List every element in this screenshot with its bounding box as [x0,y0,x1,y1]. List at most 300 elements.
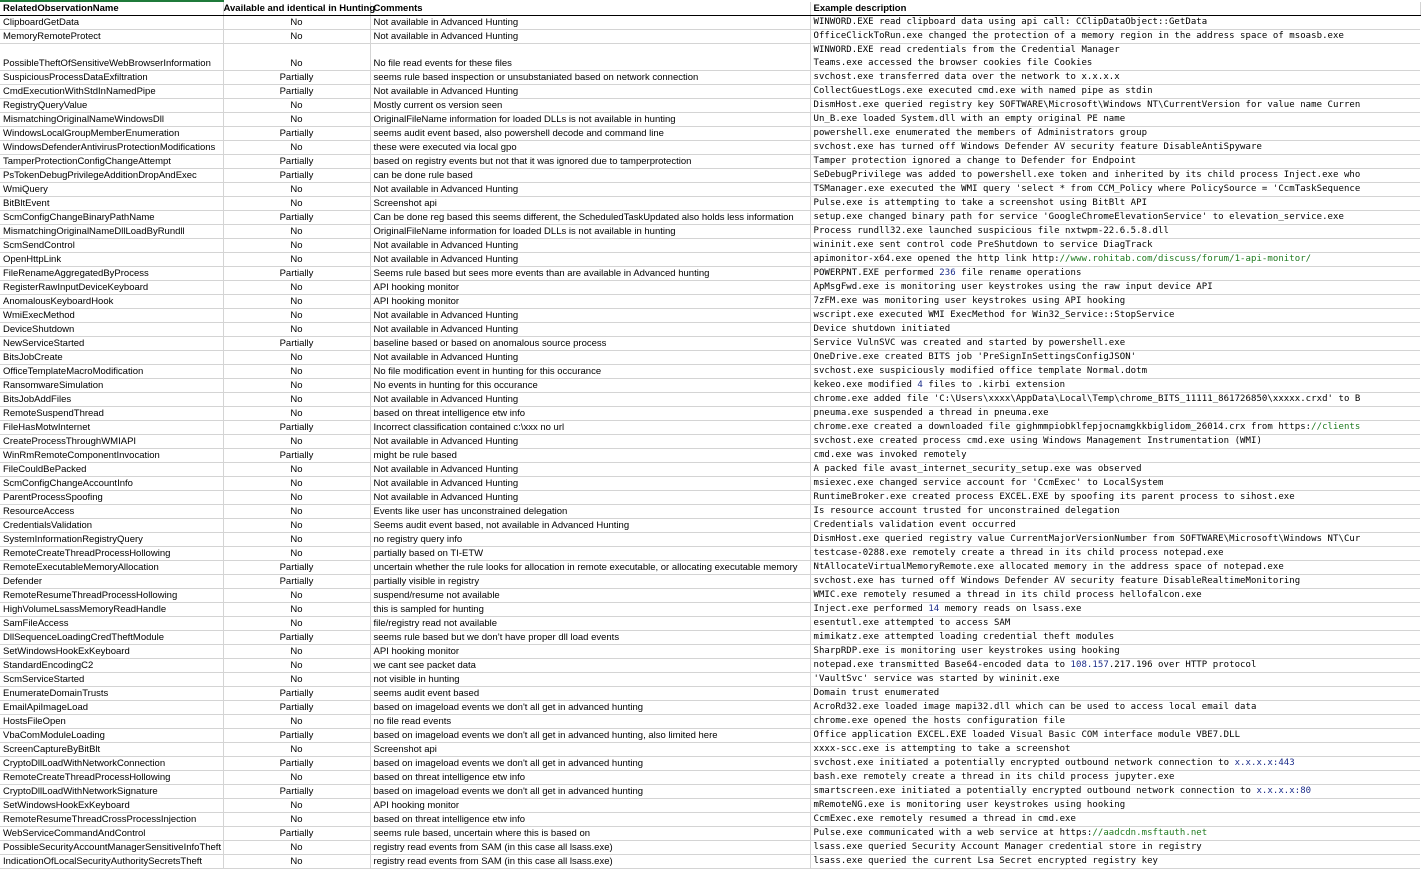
cell-comment[interactable]: based on imageload events we don't all get in advanced hunting, also limited here [370,729,810,743]
cell-available[interactable]: No [223,365,370,379]
cell-comment[interactable]: Seems audit event based, not available in Advanced Hunting [370,519,810,533]
example-text: chrome.exe created a downloaded file gighmmpiobklfepjocnamgkkbiglidom_26014.crx from https: [813,422,1312,432]
cell-available[interactable]: No [223,309,370,323]
example-text: Device shutdown initiated [813,324,951,334]
cell-comment[interactable]: seems rule based, uncertain where this is based on [370,827,810,841]
cell-comment[interactable]: Not available in Advanced Hunting [370,253,810,267]
cell-available[interactable]: Partially [223,85,370,99]
cell-available[interactable]: No [223,505,370,519]
example-text: Office application EXCEL.EXE loaded Visual Basic COM interface module VBE7.DLL [813,730,1241,740]
cell-example-description[interactable] [810,827,1420,841]
example-text: smartscreen.exe initiated a potentially encrypted outbound network connection to [813,786,1257,796]
column-header-name[interactable]: RelatedObservationName [0,1,223,16]
cell-observation-name[interactable]: WindowsLocalGroupMemberEnumeration [0,127,223,141]
cell-example-description[interactable] [810,239,1420,253]
cell-available[interactable]: No [223,617,370,631]
cell-observation-name[interactable]: SuspiciousProcessDataExfiltration [0,71,223,85]
cell-example-description[interactable] [810,841,1420,855]
cell-observation-name[interactable]: EnumerateDomainTrusts [0,687,223,701]
cell-example-description[interactable] [810,85,1420,99]
example-text: .217.196 over HTTP protocol [1108,660,1257,670]
cell-comment[interactable]: Not available in Advanced Hunting [370,309,810,323]
cell-comment[interactable]: Not available in Advanced Hunting [370,239,810,253]
example-text: mimikatz.exe attempted loading credential theft modules [813,632,1115,642]
cell-available[interactable]: No [223,30,370,44]
cell-available[interactable]: No [223,44,370,71]
cell-comment[interactable]: Not available in Advanced Hunting [370,323,810,337]
cell-available[interactable]: Partially [223,561,370,575]
cell-comment[interactable]: Screenshot api [370,743,810,757]
example-text: CollectGuestLogs.exe executed cmd.exe with named pipe as stdin [813,86,1153,96]
cell-available[interactable]: No [223,407,370,421]
example-text: WINWORD.EXE read clipboard data using api call: CClipDataObject::GetData [813,17,1208,27]
cell-available[interactable]: No [223,379,370,393]
cell-comment[interactable]: Not available in Advanced Hunting [370,30,810,44]
example-text: OneDrive.exe created BITS job 'PreSignInSettingsConfigJSON' [813,352,1137,362]
cell-example-description[interactable] [810,421,1420,435]
cell-comment[interactable]: No file read events for these files [370,44,810,71]
example-text: apimonitor-x64.exe opened the http link http: [813,254,1060,264]
cell-observation-name[interactable]: SamFileAccess [0,617,223,631]
table-row [0,785,1420,799]
cell-example-description[interactable] [810,799,1420,813]
cell-example-description[interactable] [810,603,1420,617]
cell-comment[interactable]: this is sampled for hunting [370,603,810,617]
cell-example-description[interactable] [810,71,1420,85]
example-url-link[interactable]: //clients [1311,422,1361,432]
cell-observation-name[interactable]: StandardEncodingC2 [0,659,223,673]
cell-example-description[interactable] [810,659,1420,673]
cell-available[interactable]: No [223,295,370,309]
example-text: wininit.exe sent control code PreShutdown to service DiagTrack [813,240,1153,250]
cell-comment[interactable]: seems audit event based [370,687,810,701]
cell-available[interactable]: No [223,225,370,239]
cell-available[interactable]: Partially [223,631,370,645]
cell-observation-name[interactable]: VbaComModuleLoading [0,729,223,743]
cell-example-description[interactable] [810,687,1420,701]
cell-comment[interactable]: based on imageload events we don't all get in advanced hunting [370,785,810,799]
cell-observation-name[interactable]: HighVolumeLsassMemoryReadHandle [0,603,223,617]
cell-observation-name[interactable]: ScmServiceStarted [0,673,223,687]
cell-observation-name[interactable]: TamperProtectionConfigChangeAttempt [0,155,223,169]
cell-comment[interactable]: no registry query info [370,533,810,547]
cell-comment[interactable]: Not available in Advanced Hunting [370,463,810,477]
table-row [0,491,1420,505]
cell-available[interactable]: No [223,197,370,211]
example-text: Inject.exe performed [813,604,929,614]
cell-available[interactable]: No [223,855,370,869]
cell-example-description[interactable] [810,225,1420,239]
cell-observation-name[interactable]: RemoteSuspendThread [0,407,223,421]
cell-example-description[interactable] [810,631,1420,645]
cell-comment[interactable]: might be rule based [370,449,810,463]
cell-example-description[interactable] [810,323,1420,337]
table-row [0,113,1420,127]
cell-available[interactable]: No [223,533,370,547]
cell-available[interactable]: No [223,491,370,505]
cell-observation-name[interactable]: NewServiceStarted [0,337,223,351]
cell-comment[interactable]: Not available in Advanced Hunting [370,16,810,30]
cell-observation-name[interactable]: SystemInformationRegistryQuery [0,533,223,547]
cell-available[interactable]: No [223,673,370,687]
cell-available[interactable]: Partially [223,701,370,715]
cell-observation-name[interactable]: ScmConfigChangeAccountInfo [0,477,223,491]
cell-available[interactable]: No [223,183,370,197]
example-line: WINWORD.EXE read credentials from the Credential Manager [813,45,1120,55]
cell-available[interactable]: Partially [223,421,370,435]
cell-example-description[interactable] [810,267,1420,281]
cell-comment[interactable]: API hooking monitor [370,281,810,295]
example-text: TSManager.exe executed the WMI query 'select * from CCM_Policy where PolicySource = 'CcmTaskSequence [813,184,1361,194]
cell-comment[interactable]: Not available in Advanced Hunting [370,351,810,365]
cell-observation-name[interactable]: RemoteCreateThreadProcessHollowing [0,771,223,785]
cell-available[interactable]: Partially [223,785,370,799]
table-row [0,85,1420,99]
cell-observation-name[interactable]: WebServiceCommandAndControl [0,827,223,841]
cell-observation-name[interactable]: RegistryQueryValue [0,99,223,113]
cell-example-description[interactable] [810,589,1420,603]
cell-available[interactable]: No [223,715,370,729]
cell-comment[interactable]: Not available in Advanced Hunting [370,435,810,449]
cell-example-description[interactable] [810,295,1420,309]
cell-observation-name[interactable]: CryptoDllLoadWithNetworkConnection [0,757,223,771]
cell-example-description[interactable] [810,113,1420,127]
cell-available[interactable]: Partially [223,127,370,141]
cell-observation-name[interactable]: DllSequenceLoadingCredTheftModule [0,631,223,645]
table-body [0,16,1420,869]
cell-comment[interactable]: no file read events [370,715,810,729]
table-row [0,267,1420,281]
cell-observation-name[interactable]: ScreenCaptureByBitBlt [0,743,223,757]
example-text: chrome.exe added file 'C:\Users\xxxx\AppData\Local\Temp\chrome_BITS_11111_861726850\xxxxx.crxd' to B [813,394,1361,404]
cell-example-description[interactable] [810,211,1420,225]
cell-observation-name[interactable]: RansomwareSimulation [0,379,223,393]
column-header-example[interactable]: Example description [810,1,1420,16]
cell-observation-name[interactable]: ScmSendControl [0,239,223,253]
cell-example-description[interactable] [810,477,1420,491]
cell-comment[interactable]: partially based on TI-ETW [370,547,810,561]
example-text: AcroRd32.exe loaded image mapi32.dll which can be used to access local email data [813,702,1257,712]
cell-available[interactable]: No [223,603,370,617]
cell-available[interactable]: No [223,323,370,337]
cell-available[interactable]: No [223,393,370,407]
cell-observation-name[interactable]: WmiExecMethod [0,309,223,323]
cell-example-description[interactable] [810,309,1420,323]
example-url-link[interactable]: //www.rohitab.com/discuss/forum/1-api-monitor/ [1059,254,1312,264]
cell-available[interactable]: No [223,435,370,449]
cell-comment[interactable]: baseline based or based on anomalous source process [370,337,810,351]
cell-comment[interactable]: seems audit event based, also powershell decode and command line [370,127,810,141]
cell-observation-name[interactable]: SetWindowsHookExKeyboard [0,645,223,659]
cell-comment[interactable]: seems rule based inspection or unsubstaniated based on network connection [370,71,810,85]
cell-available[interactable]: No [223,743,370,757]
cell-comment[interactable]: Screenshot api [370,197,810,211]
example-text: pneuma.exe suspended a thread in pneuma.exe [813,408,1049,418]
cell-example-description[interactable] [810,533,1420,547]
cell-comment[interactable]: partially visible in registry [370,575,810,589]
table-row [0,239,1420,253]
table-row [0,519,1420,533]
example-number-highlight: 236 [939,268,956,278]
cell-example-description[interactable] [810,435,1420,449]
cell-available[interactable]: No [223,841,370,855]
cell-comment[interactable]: Not available in Advanced Hunting [370,393,810,407]
cell-observation-name[interactable]: MemoryRemoteProtect [0,30,223,44]
cell-available[interactable]: No [223,141,370,155]
cell-available[interactable]: Partially [223,211,370,225]
cell-observation-name[interactable]: EmailApiImageLoad [0,701,223,715]
table-row [0,295,1420,309]
cell-example-description[interactable] [810,771,1420,785]
cell-available[interactable]: No [223,253,370,267]
cell-comment[interactable]: based on registry events but not that it was ignored due to tamperprotection [370,155,810,169]
cell-observation-name[interactable]: CryptoDllLoadWithNetworkSignature [0,785,223,799]
cell-example-description[interactable] [810,16,1420,30]
cell-observation-name[interactable]: WmiQuery [0,183,223,197]
cell-example-description[interactable] [810,505,1420,519]
table-row [0,561,1420,575]
example-number-highlight: 108.157 [1070,660,1109,670]
cell-available[interactable]: Partially [223,155,370,169]
cell-available[interactable]: Partially [223,687,370,701]
cell-observation-name[interactable]: BitBltEvent [0,197,223,211]
cell-available[interactable]: Partially [223,729,370,743]
cell-comment[interactable]: these were executed via local gpo [370,141,810,155]
cell-observation-name[interactable]: ParentProcessSpoofing [0,491,223,505]
cell-example-description[interactable] [810,253,1420,267]
cell-available[interactable]: No [223,589,370,603]
cell-available[interactable]: No [223,239,370,253]
cell-available[interactable]: Partially [223,169,370,183]
cell-observation-name[interactable]: WindowsDefenderAntivirusProtectionModifications [0,141,223,155]
cell-observation-name[interactable]: RegisterRawInputDeviceKeyboard [0,281,223,295]
cell-example-description[interactable] [810,99,1420,113]
example-text: powershell.exe enumerated the members of Administrators group [813,128,1148,138]
cell-observation-name[interactable]: SetWindowsHookExKeyboard [0,799,223,813]
cell-comment[interactable]: No events in hunting for this occurance [370,379,810,393]
cell-example-description[interactable] [810,519,1420,533]
cell-comment[interactable]: registry read events from SAM (in this case all lsass.exe) [370,855,810,869]
cell-observation-name[interactable]: IndicationOfLocalSecurityAuthoritySecretsTheft [0,855,223,869]
cell-observation-name[interactable]: FileCouldBePacked [0,463,223,477]
table-row [0,687,1420,701]
cell-observation-name[interactable]: MismatchingOriginalNameDllLoadByRundll [0,225,223,239]
example-text: lsass.exe queried Security Account Manager credential store in registry [813,842,1202,852]
example-text: NtAllocateVirtualMemoryRemote.exe allocated memory in the address space of notepad.exe [813,562,1284,572]
cell-comment[interactable]: Mostly current os version seen [370,99,810,113]
cell-available[interactable]: No [223,547,370,561]
cell-available[interactable]: Partially [223,267,370,281]
table-row [0,505,1420,519]
cell-available[interactable]: Partially [223,757,370,771]
cell-example-description[interactable] [810,30,1420,44]
cell-example-description[interactable] [810,561,1420,575]
cell-available[interactable]: No [223,463,370,477]
cell-available[interactable]: No [223,659,370,673]
cell-comment[interactable]: Not available in Advanced Hunting [370,183,810,197]
cell-available[interactable]: No [223,799,370,813]
cell-observation-name[interactable]: RemoteResumeThreadCrossProcessInjection [0,813,223,827]
cell-example-description[interactable] [810,407,1420,421]
cell-comment[interactable]: based on threat intelligence etw info [370,771,810,785]
example-text: testcase-0288.exe remotely create a thread in its child process notepad.exe [813,548,1224,558]
cell-observation-name[interactable]: RemoteResumeThreadProcessHollowing [0,589,223,603]
cell-available[interactable]: No [223,477,370,491]
cell-observation-name[interactable]: CreateProcessThroughWMIAPI [0,435,223,449]
cell-example-description[interactable] [810,449,1420,463]
table-row [0,855,1420,869]
example-text: setup.exe changed binary path for service 'GoogleChromeElevationService' to elevation_service.exe [813,212,1344,222]
cell-example-description[interactable] [810,44,1420,71]
table-row [0,421,1420,435]
cell-example-description[interactable] [810,855,1420,869]
table-row [0,99,1420,113]
column-header-available[interactable]: Available and identical in Hunting [223,3,376,14]
cell-comment[interactable]: seems rule based but we don’t have proper dll load events [370,631,810,645]
cell-comment[interactable]: Not available in Advanced Hunting [370,491,810,505]
cell-example-description[interactable] [810,169,1420,183]
cell-example-description[interactable] [810,645,1420,659]
cell-observation-name[interactable]: CredentialsValidation [0,519,223,533]
cell-example-description[interactable] [810,491,1420,505]
cell-comment[interactable]: based on imageload events we don't all get in advanced hunting [370,757,810,771]
cell-observation-name[interactable]: BitsJobAddFiles [0,393,223,407]
cell-available[interactable]: Partially [223,337,370,351]
cell-comment[interactable]: file/registry read not available [370,617,810,631]
table-row [0,533,1420,547]
cell-example-description[interactable] [810,183,1420,197]
cell-observation-name[interactable]: ScmConfigChangeBinaryPathName [0,211,223,225]
cell-example-description[interactable] [810,757,1420,771]
cell-example-description[interactable] [810,673,1420,687]
cell-example-description[interactable] [810,547,1420,561]
cell-available[interactable]: No [223,771,370,785]
cell-comment[interactable]: we cant see packet data [370,659,810,673]
cell-example-description[interactable] [810,463,1420,477]
cell-observation-name[interactable]: WinRmRemoteComponentInvocation [0,449,223,463]
example-text: A packed file avast_internet_security_setup.exe was observed [813,464,1142,474]
example-text: svchost.exe suspiciously modified office template Normal.dotm [813,366,1148,376]
cell-example-description[interactable] [810,813,1420,827]
example-text: SeDebugPrivilege was added to powershell.exe token and inherited by its child process Inject.exe who [813,170,1361,180]
cell-example-description[interactable] [810,617,1420,631]
cell-comment[interactable]: based on imageload events we don't all get in advanced hunting [370,701,810,715]
cell-available[interactable]: No [223,113,370,127]
cell-available[interactable]: No [223,351,370,365]
example-text: svchost.exe transferred data over the network to x.x.x.x [813,72,1120,82]
cell-example-description[interactable] [810,141,1420,155]
cell-available[interactable]: No [223,645,370,659]
cell-example-description[interactable] [810,575,1420,589]
table-row [0,729,1420,743]
cell-example-description[interactable] [810,379,1420,393]
cell-observation-name[interactable]: PossibleTheftOfSensitiveWebBrowserInformation [0,44,223,71]
cell-comment[interactable]: Can be done reg based this seems different, the ScheduledTaskUpdated also holds less information [370,211,810,225]
cell-example-description[interactable] [810,197,1420,211]
cell-comment[interactable]: API hooking monitor [370,295,810,309]
cell-example-description[interactable] [810,393,1420,407]
cell-comment[interactable]: API hooking monitor [370,645,810,659]
cell-comment[interactable]: registry read events from SAM (in this case all lsass.exe) [370,841,810,855]
cell-example-description[interactable] [810,337,1420,351]
cell-available[interactable]: Partially [223,449,370,463]
cell-observation-name[interactable]: BitsJobCreate [0,351,223,365]
cell-example-description[interactable] [810,365,1420,379]
cell-observation-name[interactable]: ResourceAccess [0,505,223,519]
cell-example-description[interactable] [810,715,1420,729]
table-row [0,673,1420,687]
cell-observation-name[interactable]: HostsFileOpen [0,715,223,729]
cell-observation-name[interactable]: MismatchingOriginalNameWindowsDll [0,113,223,127]
cell-observation-name[interactable]: RemoteCreateThreadProcessHollowing [0,547,223,561]
cell-comment[interactable]: No file modification event in hunting for this occurance [370,365,810,379]
cell-comment[interactable]: suspend/resume not available [370,589,810,603]
cell-observation-name[interactable]: CmdExecutionWithStdInNamedPipe [0,85,223,99]
cell-observation-name[interactable]: DeviceShutdown [0,323,223,337]
column-header-comments[interactable]: Comments [370,1,810,16]
cell-comment[interactable]: OriginalFileName information for loaded DLLs is not available in hunting [370,225,810,239]
cell-observation-name[interactable]: ClipboardGetData [0,16,223,30]
cell-comment[interactable]: based on threat intelligence etw info [370,813,810,827]
table-row [0,16,1420,30]
cell-comment[interactable]: Seems rule based but sees more events than are available in Advanced hunting [370,267,810,281]
cell-example-description[interactable] [810,351,1420,365]
cell-observation-name[interactable]: FileHasMotwInternet [0,421,223,435]
cell-available[interactable]: No [223,16,370,30]
cell-available[interactable]: Partially [223,827,370,841]
cell-available[interactable]: No [223,813,370,827]
example-text: Un_B.exe loaded System.dll with an empty original PE name [813,114,1126,124]
table-row [0,827,1420,841]
cell-observation-name[interactable]: Defender [0,575,223,589]
cell-observation-name[interactable]: PsTokenDebugPrivilegeAdditionDropAndExec [0,169,223,183]
cell-comment[interactable]: based on threat intelligence etw info [370,407,810,421]
cell-example-description[interactable] [810,729,1420,743]
cell-comment[interactable]: OriginalFileName information for loaded DLLs is not available in hunting [370,113,810,127]
cell-observation-name[interactable]: AnomalousKeyboardHook [0,295,223,309]
cell-example-description[interactable] [810,743,1420,757]
cell-comment[interactable]: Incorrect classification contained c:\xxx no url [370,421,810,435]
cell-comment[interactable]: Not available in Advanced Hunting [370,85,810,99]
cell-available[interactable]: Partially [223,71,370,85]
cell-available[interactable]: No [223,519,370,533]
cell-example-description[interactable] [810,127,1420,141]
cell-observation-name[interactable]: PossibleSecurityAccountManagerSensitiveInfoTheft [0,841,223,855]
cell-comment[interactable]: not visible in hunting [370,673,810,687]
table-row [0,253,1420,267]
cell-observation-name[interactable]: RemoteExecutableMemoryAllocation [0,561,223,575]
cell-example-description[interactable] [810,281,1420,295]
table-row [0,225,1420,239]
cell-comment[interactable]: Not available in Advanced Hunting [370,477,810,491]
cell-observation-name[interactable]: OfficeTemplateMacroModification [0,365,223,379]
cell-example-description[interactable] [810,155,1420,169]
cell-available[interactable]: No [223,99,370,113]
example-url-link[interactable]: //aadcdn.msftauth.net [1092,828,1208,838]
cell-observation-name[interactable]: FileRenameAggregatedByProcess [0,267,223,281]
cell-example-description[interactable] [810,785,1420,799]
cell-comment[interactable]: API hooking monitor [370,799,810,813]
table-row [0,477,1420,491]
cell-comment[interactable]: can be done rule based [370,169,810,183]
cell-example-description[interactable] [810,701,1420,715]
table-row [0,407,1420,421]
cell-comment[interactable]: Events like user has unconstrained delegation [370,505,810,519]
cell-available[interactable]: No [223,281,370,295]
cell-available[interactable]: Partially [223,575,370,589]
cell-comment[interactable]: uncertain whether the rule looks for allocation in remote executable, or allocating executable memory [370,561,810,575]
cell-observation-name[interactable]: OpenHttpLink [0,253,223,267]
